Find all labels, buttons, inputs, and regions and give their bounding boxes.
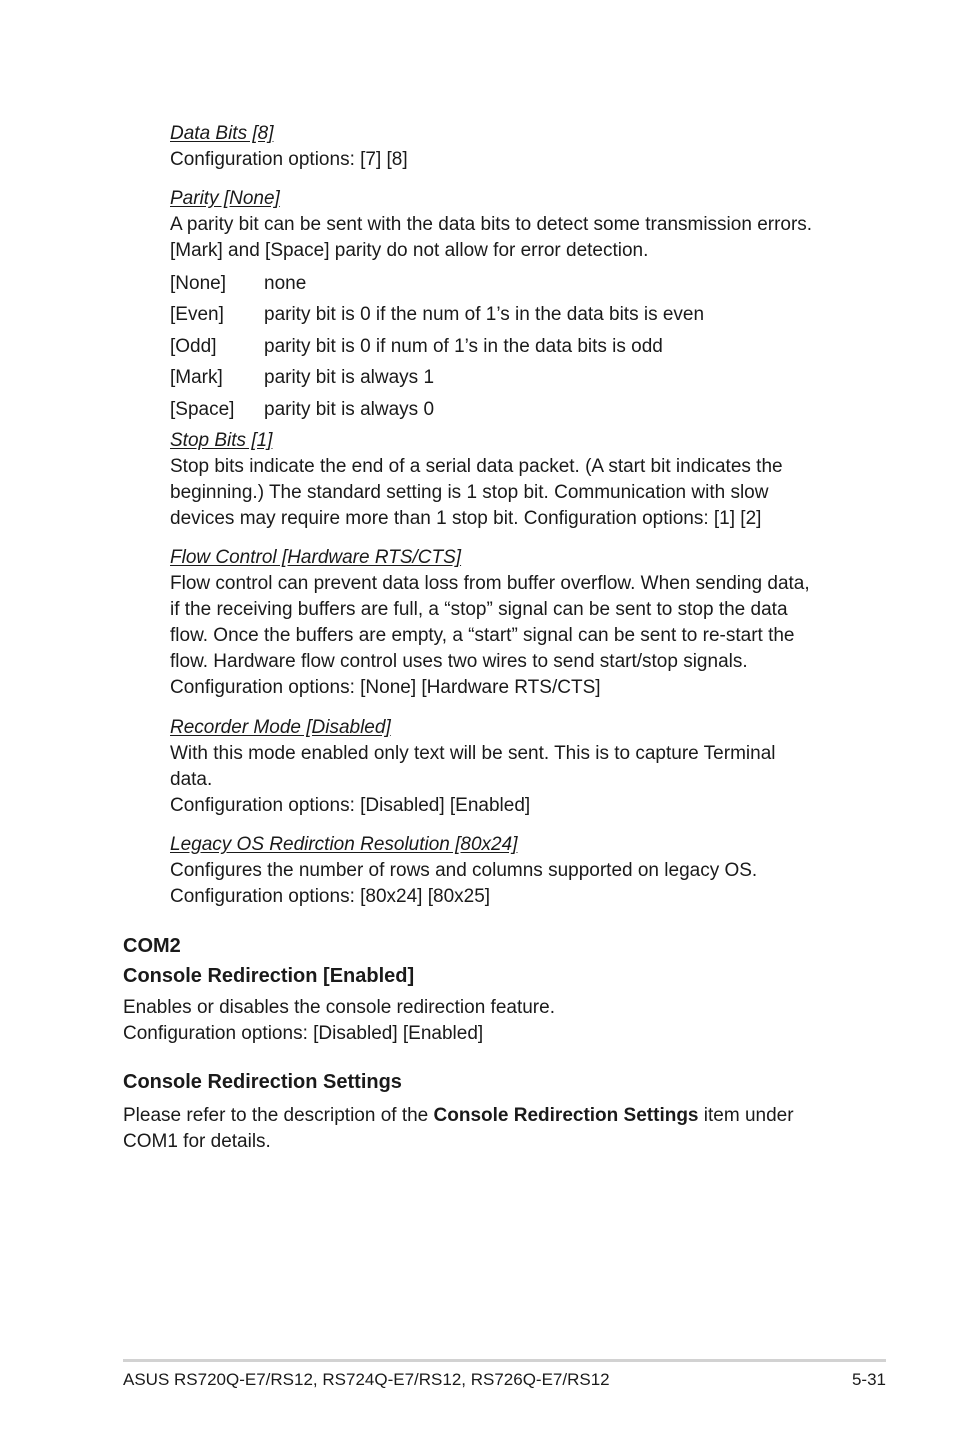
parity-title: Parity [None]	[170, 188, 280, 209]
parity-section	[170, 186, 850, 264]
stop-bits-desc-line: devices may require more than 1 stop bit. Configuration options: [1] [2]	[170, 508, 762, 529]
parity-option-key: [Even]	[170, 304, 224, 325]
console-redirection-desc-line: Configuration options: [Disabled] [Enabled]	[123, 1023, 484, 1044]
com2-heading: COM2	[123, 935, 181, 957]
recorder-mode-desc-line: Configuration options: [Disabled] [Enabled]	[170, 795, 531, 816]
parity-desc-line: A parity bit can be sent with the data bits to detect some transmission errors.	[170, 214, 813, 235]
data-bits-section	[170, 121, 850, 173]
parity-option-key: [Space]	[170, 399, 235, 420]
parity-desc-line: [Mark] and [Space] parity do not allow for error detection.	[170, 240, 649, 261]
recorder-mode-section	[170, 715, 850, 819]
data-bits-title: Data Bits [8]	[170, 123, 274, 144]
console-redirection-settings-line	[123, 1103, 843, 1129]
flow-control-desc-line: Configuration options: [None] [Hardware RTS/CTS]	[170, 677, 601, 698]
legacy-os-title: Legacy OS Redirction Resolution [80x24]	[170, 834, 518, 855]
console-redirection-settings-heading: Console Redirection Settings	[123, 1071, 402, 1093]
console-redirection-desc	[123, 995, 843, 1047]
stop-bits-title: Stop Bits [1]	[170, 430, 273, 451]
settings-text-post: item under	[698, 1105, 794, 1126]
flow-control-desc-line: Flow control can prevent data loss from buffer overflow. When sending data,	[170, 573, 810, 594]
footer-page-number: 5-31	[851, 1370, 886, 1389]
console-redirection-heading: Console Redirection [Enabled]	[123, 965, 415, 987]
settings-text-pre: Please refer to the description of the	[123, 1105, 434, 1126]
parity-option-desc: parity bit is 0 if the num of 1’s in the data bits is even	[264, 304, 705, 325]
stop-bits-desc-line: Stop bits indicate the end of a serial data packet. (A start bit indicates the	[170, 456, 783, 477]
parity-option-desc: parity bit is always 0	[264, 399, 435, 420]
console-redirection-desc-line: Enables or disables the console redirection feature.	[123, 997, 555, 1018]
legacy-os-desc-line: Configuration options: [80x24] [80x25]	[170, 886, 491, 907]
console-redirection-settings-heading-block	[123, 1068, 843, 1096]
flow-control-section	[170, 545, 850, 701]
flow-control-title: Flow Control [Hardware RTS/CTS]	[170, 547, 462, 568]
recorder-mode-desc-line: With this mode enabled only text will be sent. This is to capture Terminal	[170, 743, 776, 764]
settings-text-bold: Console Redirection Settings	[433, 1105, 699, 1126]
flow-control-desc-line: flow. Once the buffers are empty, a “start” signal can be sent to re-start the	[170, 625, 795, 646]
recorder-mode-desc-line: data.	[170, 769, 213, 790]
legacy-os-desc-line: Configures the number of rows and columns supported on legacy OS.	[170, 860, 758, 881]
stop-bits-section	[170, 428, 850, 532]
flow-control-desc-line: if the receiving buffers are full, a “stop” signal can be sent to stop the data	[170, 599, 788, 620]
stop-bits-desc-line: beginning.) The standard setting is 1 stop bit. Communication with slow	[170, 482, 769, 503]
footer-rule	[123, 1359, 886, 1362]
parity-option-key: [Odd]	[170, 336, 217, 357]
parity-option-desc: none	[264, 273, 307, 294]
com2-heading-block	[123, 931, 843, 991]
parity-option-key: [Mark]	[170, 367, 223, 388]
flow-control-desc-line: flow. Hardware flow control uses two wires to send start/stop signals.	[170, 651, 748, 672]
console-redirection-settings-desc	[123, 1103, 843, 1155]
console-redirection-settings-line: COM1 for details.	[123, 1131, 271, 1152]
parity-option-desc: parity bit is 0 if num of 1’s in the data bits is odd	[264, 336, 663, 357]
parity-option-desc: parity bit is always 1	[264, 367, 435, 388]
recorder-mode-title: Recorder Mode [Disabled]	[170, 717, 391, 738]
data-bits-options: Configuration options: [7] [8]	[170, 149, 408, 170]
legacy-os-section	[170, 832, 850, 910]
parity-option-key: [None]	[170, 273, 226, 294]
footer-model-text: ASUS RS720Q-E7/RS12, RS724Q-E7/RS12, RS726Q-E7/RS12	[123, 1370, 610, 1389]
